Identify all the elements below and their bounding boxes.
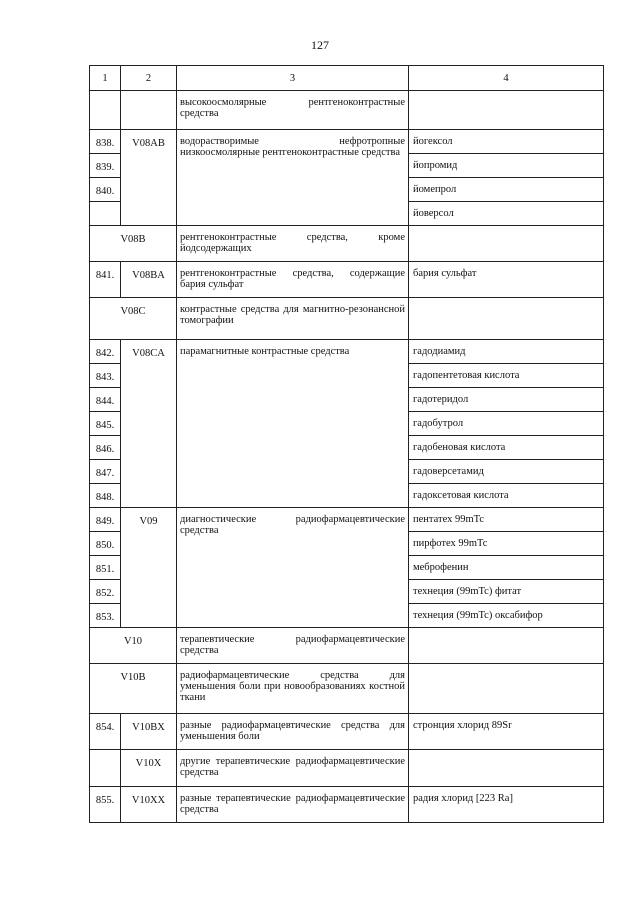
row-number: 846. (90, 436, 121, 460)
table-row (90, 91, 604, 130)
row-number: 854. (90, 714, 121, 750)
row-number: 848. (90, 484, 121, 508)
row-number: 851. (90, 556, 121, 580)
category-description: высокоосмолярные рентгеноконтрастные средства (177, 91, 409, 130)
category-description: разные радиофармацевтические средства для уменьшения боли (177, 714, 409, 750)
drug-name: йомепрол (409, 178, 604, 202)
table-row (90, 787, 604, 823)
drug-name: технеция (99mTc) оксабифор (409, 604, 604, 628)
table-row (90, 130, 604, 154)
drug-name: гадодиамид (409, 340, 604, 364)
atc-code: V09 (121, 508, 177, 628)
drug-name: йопромид (409, 154, 604, 178)
row-number: 849. (90, 508, 121, 532)
header-col-3: 3 (177, 66, 409, 91)
table-row (90, 750, 604, 787)
category-description: радиофармацевтические средства для уменьшения боли при новообразованиях костной ткани (177, 664, 409, 714)
atc-code: V10 (90, 628, 177, 664)
row-number: 847. (90, 460, 121, 484)
atc-code: V10BX (121, 714, 177, 750)
atc-code: V10XX (121, 787, 177, 823)
table-row (90, 664, 604, 714)
table-row (90, 628, 604, 664)
category-description: разные терапевтические радиофармацевтические средства (177, 787, 409, 823)
row-number: 840. (90, 178, 121, 202)
table-header-row (90, 66, 604, 91)
drug-classification-table (89, 65, 604, 823)
row-number: 844. (90, 388, 121, 412)
drug-name: бария сульфат (409, 262, 604, 298)
drug-name: пирфотех 99mTc (409, 532, 604, 556)
drug-name: гадотеридол (409, 388, 604, 412)
category-description: водорастворимые нефротропные низкоосмолярные рентгеноконтрастные средства (177, 130, 409, 226)
atc-code: V08C (90, 298, 177, 340)
table-row (90, 508, 604, 532)
table-row (90, 298, 604, 340)
drug-name: йогексол (409, 130, 604, 154)
category-description: диагностические радиофармацевтические средства (177, 508, 409, 628)
atc-code: V10X (121, 750, 177, 787)
drug-name: гадобутрол (409, 412, 604, 436)
page-number: 127 (311, 38, 329, 52)
atc-code: V08BA (121, 262, 177, 298)
table-row (90, 262, 604, 298)
row-number: 839. (90, 154, 121, 178)
category-description: терапевтические радиофармацевтические средства (177, 628, 409, 664)
table-row (90, 714, 604, 750)
drug-name: радия хлорид [223 Ra] (409, 787, 604, 823)
header-col-4: 4 (409, 66, 604, 91)
drug-name: меброфенин (409, 556, 604, 580)
header-col-1: 1 (90, 66, 121, 91)
row-number: 845. (90, 412, 121, 436)
category-description: рентгеноконтрастные средства, кроме йодсодержащих (177, 226, 409, 262)
atc-code: V08AB (121, 130, 177, 226)
category-description: другие терапевтические радиофармацевтические средства (177, 750, 409, 787)
table-row (90, 226, 604, 262)
row-number: 841. (90, 262, 121, 298)
drug-name: стронция хлорид 89Sr (409, 714, 604, 750)
drug-name: гадоксетовая кислота (409, 484, 604, 508)
atc-code: V08B (90, 226, 177, 262)
row-number: 850. (90, 532, 121, 556)
category-description: парамагнитные контрастные средства (177, 340, 409, 508)
row-number: 855. (90, 787, 121, 823)
row-number: 842. (90, 340, 121, 364)
drug-name: гадопентетовая кислота (409, 364, 604, 388)
row-number: 853. (90, 604, 121, 628)
drug-name: технеция (99mTc) фитат (409, 580, 604, 604)
drug-name: гадобеновая кислота (409, 436, 604, 460)
drug-name: йоверсол (409, 202, 604, 226)
drug-name: пентатех 99mTc (409, 508, 604, 532)
drug-name: гадоверсетамид (409, 460, 604, 484)
table-row (90, 340, 604, 364)
row-number: 843. (90, 364, 121, 388)
atc-code: V10B (90, 664, 177, 714)
category-description: контрастные средства для магнитно-резонансной томографии (177, 298, 409, 340)
category-description: рентгеноконтрастные средства, содержащие бария сульфат (177, 262, 409, 298)
header-col-2: 2 (121, 66, 177, 91)
atc-code: V08CA (121, 340, 177, 508)
row-number: 838. (90, 130, 121, 154)
row-number: 852. (90, 580, 121, 604)
